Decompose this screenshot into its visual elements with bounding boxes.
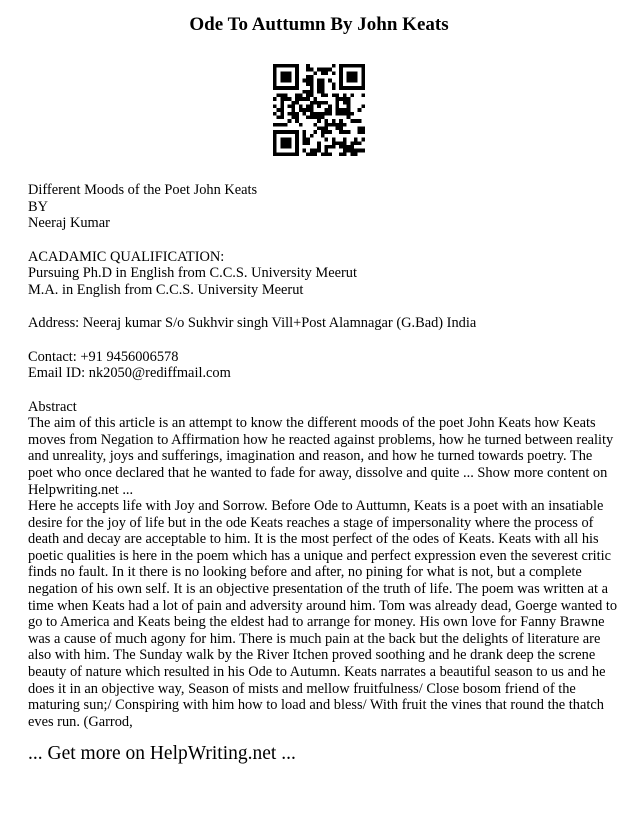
abstract-line: also with him. The Sunday walk by the River Itchen proved soothing and he drank deep the screne [28,647,596,664]
abstract-line: was a cause of much agony for him. There is much pain at the back but the delights of literature are [28,630,601,647]
abstract-line: does it in an objective way, Season of mists and mellow fruitfulness/ Close bosom friend of the [28,680,576,697]
contact-email: Email ID: nk2050@rediffmail.com [28,365,231,382]
abstract-line: death and decay are acceptable to him. It is the most perfect of the odes of Keats. Keats with all his [28,531,599,548]
qualification-line: Pursuing Ph.D in English from C.C.S. University Meerut [28,265,357,282]
abstract-line: time when Keats had a lot of pain and adversity around him. Tom was already dead, Goerge wanted to [28,597,618,614]
abstract-line: eves run. (Garrod, [28,713,133,730]
abstract-heading: Abstract [28,398,77,415]
abstract-line: poetic qualities is here in the poem which has a unique and perfect expression even the severest critic [28,547,612,564]
qualification-line: M.A. in English from C.C.S. University Meerut [28,281,304,298]
abstract-line: poet who once declared that he wanted to fade for away, dissolve and quite ... Show more content on [28,464,608,481]
qualification-heading: ACADAMIC QUALIFICATION: [28,248,225,265]
abstract-line: negation of his own self. It is an objective presentation of the truth of life. The poem was written at a [28,581,608,598]
abstract-line: desire for the joy of life but in the ode Keats reaches a stage of impersonality where the process of [28,514,594,531]
intro-line: Different Moods of the Poet John Keats [28,182,258,198]
document-title: Ode To Auttumn By John Keats [189,14,449,35]
abstract-line: finds no fault. In it there is no looking before and after, no pining for what is not, but a complete [28,564,582,581]
author-name: Neeraj Kumar [28,215,110,232]
contact-phone: Contact: +91 9456006578 [28,348,179,365]
abstract-line: maturing sun;/ Conspiring with him how to load and bless/ With fruit the vines that round the thatch [28,697,604,714]
abstract-line: go to America and Keats being the eldest had to arrange for money. His own love for Fanny Brawne [28,614,605,631]
get-more-link[interactable]: ... Get more on HelpWriting.net ... [28,743,296,764]
abstract-line: Helpwriting.net ... [28,481,134,498]
qr-code-icon[interactable] [273,64,365,156]
abstract-line: Here he accepts life with Joy and Sorrow. Before Ode to Auttumn, Keats is a poet with an insatiable [28,498,604,515]
abstract-line: moves from Negation to Affirmation how he reacted against problems, how he turned between reality [28,431,614,448]
address-line: Address: Neeraj kumar S/o Sukhvir singh Vill+Post Alamnagar (G.Bad) India [28,315,477,332]
abstract-line: The aim of this article is an attempt to know the different moods of the poet John Keats how Keats [28,415,596,432]
document-body [28,182,618,730]
abstract-line: beauty of nature which resulted in his Ode to Autumn. Keats narrates a beautiful season to us and he [28,664,606,681]
intro-line: BY [28,198,48,215]
abstract-line: and unreality, joys and sufferings, imagination and reason, and how he turned towards poetry. The [28,448,593,465]
